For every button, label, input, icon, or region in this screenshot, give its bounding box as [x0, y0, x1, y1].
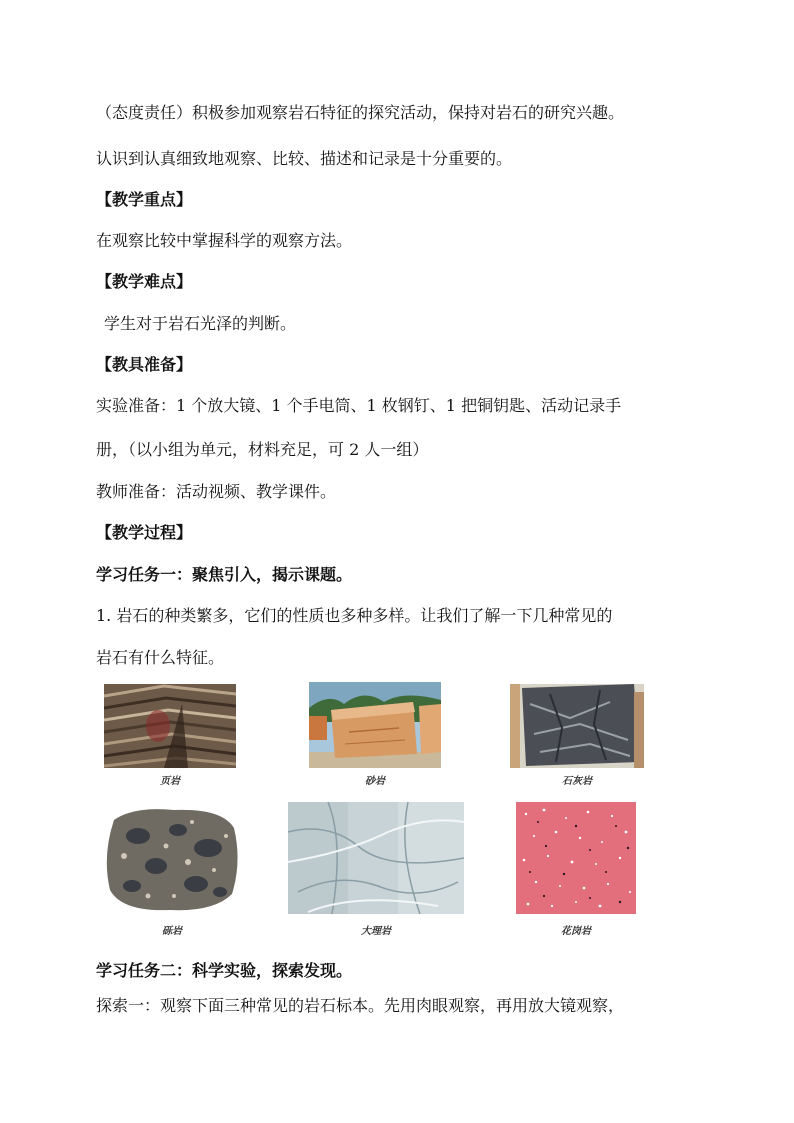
rock-granite-card — [516, 802, 636, 914]
rock-limestone-label: 石灰岩 — [562, 776, 592, 787]
paragraph-exploration-one: 探索一：观察下面三种常见的岩石标本。先用肉眼观察，再用放大镜观察， — [96, 996, 625, 1015]
paragraph-task-one-cont: 岩石有什么特征。 — [96, 648, 225, 667]
rock-marble-card — [288, 802, 464, 914]
heading-process: 【教学过程】 — [96, 523, 193, 542]
paragraph-attitude: （态度责任）积极参加观察岩石特征的探究活动，保持对岩石的研究兴趣。 — [96, 103, 625, 122]
heading-difficulties: 【教学难点】 — [96, 272, 193, 291]
heading-materials: 【教具准备】 — [96, 355, 193, 374]
paragraph-materials: 实验准备：1 个放大镜、1 个手电筒、1 枚钢钉、1 把铜钥匙、活动记录手 — [96, 396, 622, 415]
rock-conglomerate-card — [104, 806, 240, 914]
rock-conglomerate-label: 砾岩 — [162, 926, 182, 937]
rock-marble-label: 大理岩 — [361, 926, 391, 937]
paragraph-task-one: 1. 岩石的种类繁多，它们的性质也多种多样。让我们了解一下几种常见的 — [96, 606, 613, 625]
rock-granite-image — [516, 802, 636, 914]
paragraph-materials-cont: 册，（以小组为单元，材料充足，可 2 人一组） — [96, 440, 429, 459]
rock-sandstone-label: 砂岩 — [365, 776, 385, 787]
rock-shale-card — [104, 684, 236, 768]
heading-key-points: 【教学重点】 — [96, 190, 193, 209]
rock-shale-image — [104, 684, 236, 768]
task-two-title: 学习任务二：科学实验，探索发现。 — [96, 961, 353, 980]
paragraph-teacher-prep: 教师准备：活动视频、教学课件。 — [96, 482, 337, 501]
rock-marble-image — [288, 802, 464, 914]
paragraph-difficulties: 学生对于岩石光泽的判断。 — [104, 314, 297, 333]
rock-sandstone-card — [309, 682, 441, 768]
rock-shale-label: 页岩 — [160, 776, 180, 787]
rock-granite-label: 花岗岩 — [561, 926, 591, 937]
rock-sandstone-image — [309, 682, 441, 768]
rock-limestone-image — [510, 684, 644, 768]
rock-conglomerate-image — [104, 806, 240, 914]
paragraph-key-points: 在观察比较中掌握科学的观察方法。 — [96, 231, 353, 250]
rock-limestone-card — [510, 684, 644, 768]
task-one-title: 学习任务一：聚焦引入，揭示课题。 — [96, 565, 353, 584]
paragraph-attitude-cont: 认识到认真细致地观察、比较、描述和记录是十分重要的。 — [96, 149, 513, 168]
